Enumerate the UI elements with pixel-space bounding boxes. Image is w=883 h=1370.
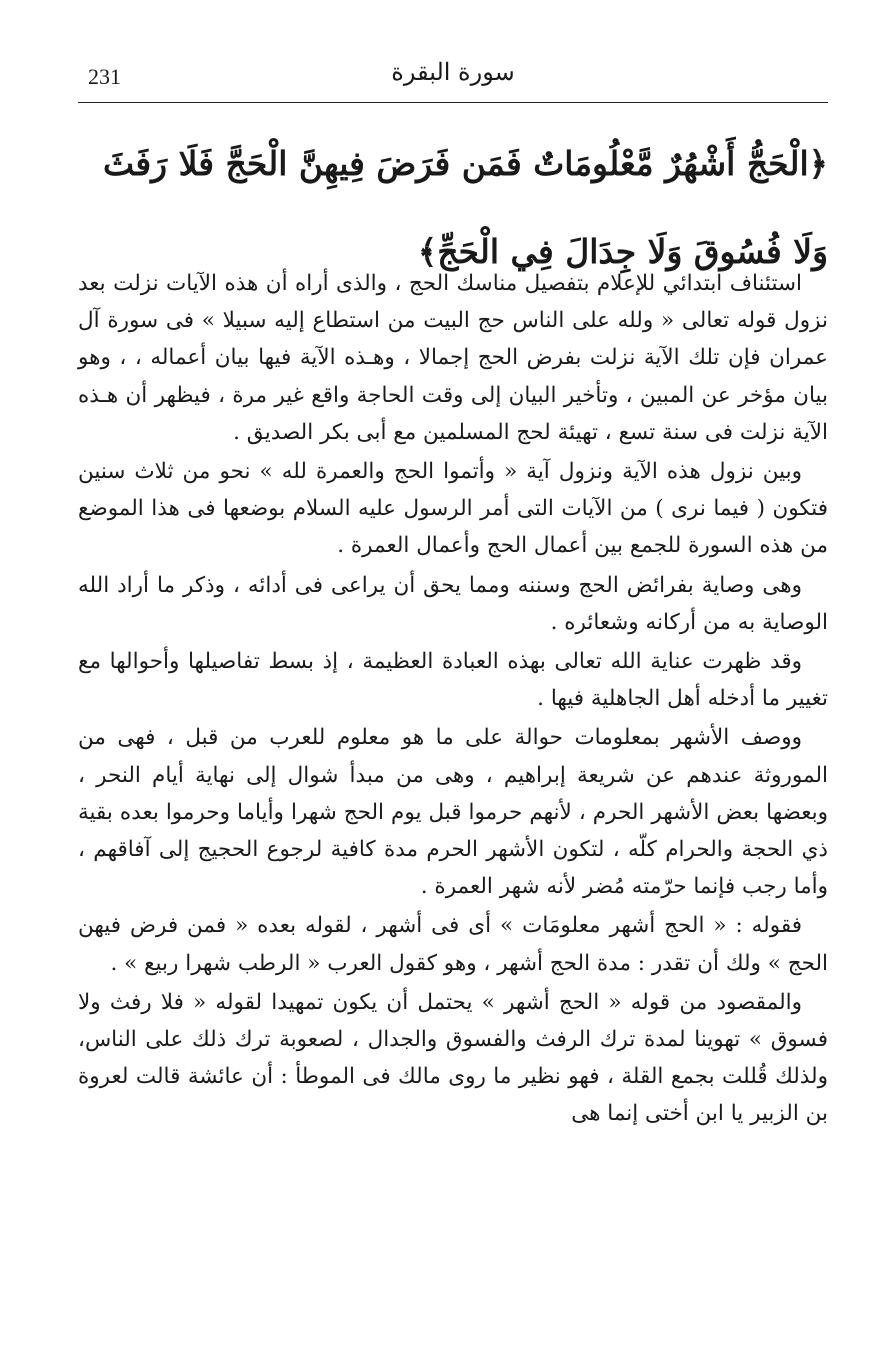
paragraph: فقوله : « الحج أشهر معلومَات » أى فى أشهر ، لقوله بعده « فمن فرض فيهن الحج » ولك أن تقدر : مدة الحج أشهر ، وهو كقول العرب « الرطب شهرا ربيع » . (78, 913, 828, 976)
paragraph: استئناف ابتدائي للإعلام بتفصيل مناسك الحج ، والذى أراه أن هذه الآيات نزلت بعد نزول قوله تعالى « ولله على الناس حج البيت من استطاع إليه سبيلا » فى سورة آل عمران فإن تلك الآية نزلت بفرض الحج إجمالا ، وهـذه الآية فيها بيان أعماله ، ، وهو بيان مؤخر عن المبين ، وتأخير البيان إلى وقت الحاجة واقع غير مرة ، فيظهر أن هـذه الآية نزلت فى سنة تسع ، تهيئة لحج المسلمين مع أبى بكر الصديق . (78, 271, 828, 445)
paragraph: وقد ظهرت عناية الله تعالى بهذه العبادة العظيمة ، إذ بسط تفاصيلها وأحوالها مع تغيير ما أدخله أهل الجاهلية فيها . (78, 649, 828, 712)
verse-close-bracket: ﴾ (417, 232, 438, 271)
page-number: 231 (88, 64, 121, 89)
verse-text: الْحَجُّ أَشْهُرٌ مَّعْلُومَاتٌ فَمَن فَرَضَ فِيهِنَّ الْحَجَّ فَلَا رَفَثَ وَلَا فُسُوقَ وَلَا جِدَالَ فِي الْحَجِّ (102, 144, 828, 271)
paragraph: وبين نزول هذه الآية ونزول آية « وأتموا الحج والعمرة لله » نحو من ثلاث سنين فتكون ( فيما نرى ) من الآيات التى أمر الرسول عليه السلام بوضعها فى هذا الموضع من هذه السورة للجمع بين أعمال الحج وأعمال العمرة . (78, 459, 828, 559)
paragraph: ووصف الأشهر بمعلومات حوالة على ما هو معلوم للعرب من قبل ، فهى من الموروثة عندهم عن شريعة إبراهيم ، وهى من مبدأ شوال إلى نهاية أيام النحر ، وبعضها بعض الأشهر الحرم ، لأنهم حرموا قبل يوم الحج شهرا وأياما وحرموا بعده بقية ذي الحجة والحرام كلّه ، لتكون الأشهر الحرم مدة كافية لرجوع الحجيج إلى آفاقهم ، وأما رجب فإنما حرّمته مُضر لأنه شهر العمرة . (78, 725, 828, 900)
page-header (78, 50, 828, 103)
commentary-body (78, 265, 828, 1135)
surah-title: سورة البقرة (391, 58, 515, 86)
paragraph: وهى وصاية بفرائض الحج وسننه ومما يحق أن يراعى فى أدائه ، وذكر ما أراد الله الوصاية به من أركانه وشعائره . (78, 572, 828, 635)
paragraph: والمقصود من قوله « الحج أشهر » يحتمل أن يكون تمهيدا لقوله « فلا رفث ولا فسوق » تهوينا لمدة ترك الرفث والفسوق والجدال ، لصعوبة ترك ذلك على الناس، ولذلك قُللت بجمع القلة ، فهو نظير ما روى مالك فى الموطأ : أن عائشة قالت لعروة بن الزبير يا ابن أختى إنما هى (78, 989, 828, 1127)
verse-open-bracket: ﴿ (808, 144, 828, 183)
